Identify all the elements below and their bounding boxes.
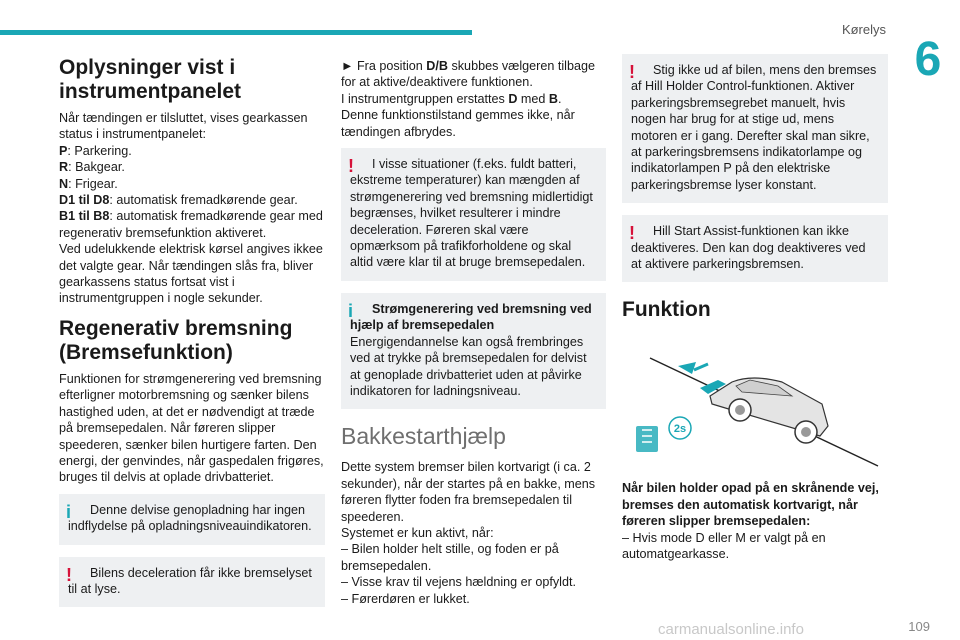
warning-icon: ! bbox=[66, 564, 72, 585]
hill-start-text: Dette system bremser bilen kortvarigt (i ca. 2 sekunder), når der startes på en bakke, mens føreren flytter foden fra bremsepedalen til speederen. bbox=[341, 460, 596, 524]
heading-function: Funktion bbox=[622, 298, 711, 322]
gear-list bbox=[59, 143, 325, 241]
selector-instruction: ► Fra position D/B skubbes vælgeren tilbage for at aktive/deaktivere funktionen. bbox=[341, 59, 595, 90]
gear-item: D1 til D8: automatisk fremadkørende gear. bbox=[59, 193, 298, 208]
warning-icon: ! bbox=[629, 223, 635, 244]
gear-item: R: Bakgear. bbox=[59, 160, 125, 175]
function-condition: – Hvis mode D eller M er valgt på en automatgearkasse. bbox=[622, 530, 826, 562]
pedal-icon bbox=[636, 426, 658, 452]
info-box-brake-pedal-regeneration: i Strømgenerering ved bremsning ved hjælp af bremsepedalen Energigendannelse kan også frembringes ved at trykke på bremsepedalen for delvist at genoplade drivbatteriet uden at påvirke indikatoren for ladningsniveau. bbox=[341, 293, 606, 409]
warning-box-cannot-deactivate: ! Hill Start Assist-funktionen kan ikke deaktiveres. Den kan dog deaktiveres ved at aktivere parkeringsbremsen. bbox=[622, 215, 888, 282]
state-not-saved-text: Denne funktionstilstand gemmes ikke, når tændingen afbrydes. bbox=[341, 108, 575, 139]
regenerative-text: Funktionen for strømgenerering ved bremsning efterligner motorbremsning og sænker bilens hastighed uden, at det er nødvendigt at træde på bremsepedalen. Når føreren slipper speederen, sænker bilen hurtigere farten. Den energi, der genvindes, når gaspedalen frigøres, bruges til delvis at oplade drivbatteriet. bbox=[59, 371, 324, 485]
warning-box-limited-regeneration: ! I visse situationer (f.eks. fuldt batteri, ekstreme temperaturer) kan mængden af strømgenerering ved bremsning midlertidigt begrænses, hvilket resulterer i mindre deceleration. Føreren skal være opmærksom på trafikforholdene og skal altid være klar til at bruge bremsepedalen. bbox=[341, 148, 606, 281]
warning-icon: ! bbox=[629, 62, 635, 82]
warning-icon: ! bbox=[348, 156, 354, 177]
heading-hill-start: Bakkestarthjælp bbox=[341, 423, 506, 450]
warning-box-do-not-exit: ! Stig ikke ud af bilen, mens den bremses af Hill Holder Control-funktionen. Aktiver parkeringsbremsegrebet manuelt, hvis nogen har brug for at stige ud, mens motoren er i gang. Derefter skal man sikre, at parkeringsbremsens indikatorlampe og indikatorlampen P på den elektriske parkeringsbremse lyser konstant. bbox=[622, 54, 888, 203]
heading-regenerative: Regenerativ bremsning (Bremsefunktion) bbox=[59, 316, 293, 364]
conditions-list bbox=[341, 541, 606, 607]
active-conditions-intro: Systemet er kun aktivt, når: bbox=[341, 525, 494, 540]
warning-box-brake-light: ! Bilens deceleration får ikke bremselyset til at lyse. bbox=[59, 557, 325, 608]
function-bold-text: Når bilen holder opad på en skrånende vej, bremses den automatisk kortvarigt, når føreren slipper bremsepedalen: bbox=[622, 481, 879, 529]
svg-text:2s: 2s bbox=[673, 423, 687, 436]
gear-status-text: Ved udelukkende elektrisk kørsel angives ikkee det valgte gear. Når tændingen slås fra, bliver gearkassens status fortsat vist i instrumentgruppen i nogle sekunder. bbox=[59, 242, 323, 306]
header-accent-bar bbox=[0, 30, 472, 35]
instrument-replace-text: I instrumentgruppen erstattes D med B. bbox=[341, 91, 562, 106]
page-number: 109 bbox=[908, 619, 930, 634]
column-left bbox=[59, 52, 325, 619]
car-on-slope-image bbox=[622, 340, 888, 470]
list-item: – Bilen holder helt stille, og foden er på bremsepedalen. bbox=[341, 542, 559, 573]
hill-car-illustration bbox=[622, 340, 888, 470]
column-middle bbox=[341, 52, 606, 607]
intro-text: Når tændingen er tilsluttet, vises gearkassen status i instrumentpanelet: bbox=[59, 111, 308, 142]
info-box-partial-charge: i Denne delvise genopladning har ingen indflydelse på opladningsniveauindikatoren. bbox=[59, 494, 325, 545]
gear-item: N: Frigear. bbox=[59, 176, 118, 191]
chapter-number: 6 bbox=[914, 33, 942, 86]
gear-item: B1 til B8: automatisk fremadkørende gear med regenerativ bremsefunktion aktiveret. bbox=[59, 209, 323, 240]
column-right bbox=[622, 52, 888, 563]
info-icon: i bbox=[66, 501, 72, 522]
info-icon: i bbox=[348, 300, 354, 321]
watermark: carmanualsonline.info bbox=[658, 621, 804, 638]
list-item: – Førerdøren er lukket. bbox=[341, 591, 470, 606]
section-title: Kørelys bbox=[841, 22, 886, 37]
heading-instrument-info: Oplysninger vist i instrumentpanelet bbox=[59, 56, 242, 103]
gear-item: P: Parkering. bbox=[59, 143, 132, 158]
list-item: – Visse krav til vejens hældning er opfyldt. bbox=[341, 575, 576, 590]
